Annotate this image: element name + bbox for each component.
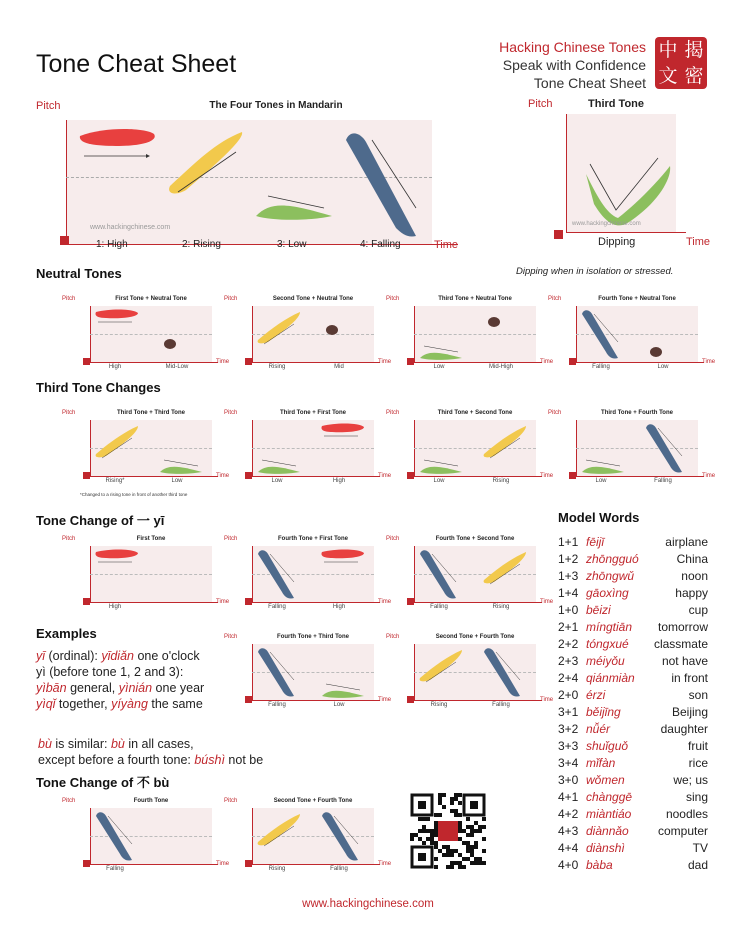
- mini-header: Fourth Tone + Neutral Tone: [598, 296, 676, 302]
- mini-pitch-label: Pitch: [224, 410, 238, 416]
- mini-time-label: Time: [540, 473, 554, 479]
- mini-time-label: Time: [540, 599, 554, 605]
- main-tone-shapes: [66, 120, 432, 244]
- mini-x-axis: [414, 700, 542, 701]
- mini-header: Second Tone + Fourth Tone: [273, 798, 353, 804]
- tone-4-label: 4: Falling: [360, 239, 401, 250]
- model-word-pinyin: érzi: [586, 688, 606, 702]
- mini-x-axis: [90, 476, 218, 477]
- model-word-combo: 2+0: [558, 688, 579, 702]
- model-word-english: classmate: [653, 637, 708, 651]
- model-word-pinyin: bēizi: [586, 603, 611, 617]
- mini-x-axis: [576, 362, 704, 363]
- brand-line-1: Hacking Chinese Tones: [499, 39, 646, 55]
- stamp-icon: [245, 472, 252, 479]
- model-word-combo: 1+0: [558, 603, 579, 617]
- model-word-english: son: [688, 688, 708, 702]
- stamp-icon: [569, 472, 576, 479]
- mini-time-label: Time: [378, 473, 392, 479]
- third-dipping-label: Dipping: [598, 236, 636, 248]
- model-word-row: [558, 857, 708, 874]
- model-word-english: airplane: [665, 535, 708, 549]
- stamp-icon: [83, 358, 90, 365]
- mini-pitch-label: Pitch: [224, 296, 238, 302]
- mini-tone-chart: [548, 296, 716, 378]
- ex-pinyin: yìbān: [36, 681, 67, 695]
- main-pitch-label: Pitch: [36, 100, 61, 112]
- model-word-row: [558, 670, 708, 687]
- dipping-note: Dipping when in isolation or stressed.: [516, 266, 674, 277]
- mini-pitch-label: Pitch: [62, 536, 76, 542]
- watermark: www.hackingchinese.com: [572, 221, 641, 227]
- model-word-combo: 4+3: [558, 824, 579, 838]
- bu-heading: Tone Change of 不 bù: [36, 775, 170, 790]
- mini-header: Fourth Tone + First Tone: [278, 536, 348, 542]
- mini-tone-chart: [62, 296, 230, 378]
- model-word-combo: 2+3: [558, 654, 579, 668]
- mini-header: Third Tone + Fourth Tone: [601, 410, 673, 416]
- mini-tone-chart: [548, 410, 716, 492]
- model-word-row: [558, 772, 708, 789]
- model-word-pinyin: wǒmen: [586, 773, 625, 787]
- model-word-row: [558, 823, 708, 840]
- model-word-pinyin: mǐfàn: [586, 756, 616, 770]
- model-word-english: in front: [671, 671, 708, 685]
- mini-tone-shapes: [90, 546, 212, 602]
- stamp-icon: [407, 598, 414, 605]
- third-changes-heading: Third Tone Changes: [36, 380, 161, 395]
- mini-pitch-label: Pitch: [62, 410, 76, 416]
- mini-time-label: Time: [540, 697, 554, 703]
- examples-text: [36, 648, 236, 712]
- mini-pitch-label: Pitch: [224, 536, 238, 542]
- bu-text: [38, 736, 318, 768]
- model-word-row: [558, 602, 708, 619]
- brand-logo: [655, 37, 707, 89]
- mini-header: Fourth Tone + Second Tone: [435, 536, 515, 542]
- ex-pinyin: yíyàng: [111, 697, 148, 711]
- model-word-english: TV: [692, 841, 708, 855]
- logo-char: 密: [684, 65, 704, 87]
- mini-tone-shapes: [414, 546, 536, 602]
- model-word-english: rice: [688, 756, 708, 770]
- model-word-pinyin: méiyǒu: [586, 654, 625, 668]
- mini-tone-label-a: Falling: [430, 604, 448, 610]
- tone-1-label: 1: High: [96, 239, 128, 250]
- stamp-icon: [83, 860, 90, 867]
- brand-line-2: Speak with Confidence: [502, 57, 646, 73]
- third-tone-shape: [566, 114, 676, 232]
- mini-header: Third Tone + Neutral Tone: [438, 296, 512, 302]
- model-word-row: [558, 738, 708, 755]
- model-word-row: [558, 534, 708, 551]
- third-footnote: *Changed to a rising tone in front of another third tone: [80, 492, 188, 497]
- mini-pitch-label: Pitch: [386, 536, 400, 542]
- mini-tone-label-b: Mid-Low: [165, 364, 189, 370]
- mini-tone-label-b: High: [332, 478, 346, 484]
- model-word-english: fruit: [687, 739, 708, 753]
- mini-pitch-label: Pitch: [386, 296, 400, 302]
- model-word-english: computer: [657, 824, 708, 838]
- mini-header: Fourth Tone: [133, 798, 169, 804]
- ex-text: yì (before tone 1, 2 and 3):: [36, 665, 184, 679]
- stamp-icon: [83, 472, 90, 479]
- model-word-pinyin: zhōngguó: [586, 552, 639, 566]
- model-word-combo: 1+2: [558, 552, 579, 566]
- model-word-combo: 1+1: [558, 535, 579, 549]
- mini-tone-label-b: Low: [333, 702, 345, 708]
- mini-pitch-label: Pitch: [62, 798, 76, 804]
- mini-tone-shapes: [90, 306, 212, 362]
- mini-time-label: Time: [702, 473, 716, 479]
- mini-tone-label-a: Falling: [592, 364, 610, 370]
- mini-time-label: Time: [378, 697, 392, 703]
- stamp-icon: [554, 230, 563, 239]
- model-word-combo: 3+0: [558, 773, 579, 787]
- mini-tone-shapes: [414, 420, 536, 476]
- mini-tone-shapes: [252, 808, 374, 864]
- mini-tone-label-a: Rising: [268, 364, 286, 370]
- main-tone-chart: [36, 100, 466, 256]
- mini-time-label: Time: [216, 359, 230, 365]
- mini-header: Third Tone + Second Tone: [437, 410, 513, 416]
- model-word-english: cup: [688, 603, 708, 617]
- mini-pitch-label: Pitch: [548, 410, 562, 416]
- mini-tone-chart: [224, 410, 392, 492]
- examples-heading: Examples: [36, 626, 97, 641]
- model-word-english: sing: [685, 790, 708, 804]
- model-word-row: [558, 585, 708, 602]
- ex-text: in all cases,: [124, 737, 194, 751]
- ex-pinyin: bù: [38, 737, 52, 751]
- model-word-row: [558, 619, 708, 636]
- model-word-combo: 4+2: [558, 807, 579, 821]
- neutral-heading: Neutral Tones: [36, 266, 122, 281]
- mini-tone-chart: [62, 410, 230, 492]
- mini-tone-chart: [62, 798, 230, 880]
- model-word-english: happy: [675, 586, 708, 600]
- mini-tone-label-a: Falling: [268, 604, 286, 610]
- model-word-combo: 4+0: [558, 858, 579, 872]
- mini-tone-shapes: [252, 306, 374, 362]
- mini-tone-chart: [224, 634, 392, 716]
- mini-tone-label-b: Mid: [334, 364, 344, 370]
- watermark: www.hackingchinese.com: [90, 224, 171, 231]
- brand-block: [499, 38, 646, 92]
- mini-x-axis: [252, 602, 380, 603]
- mini-header: Second Tone + Neutral Tone: [272, 296, 354, 302]
- model-word-english: noodles: [665, 807, 708, 821]
- mini-tone-chart: [386, 634, 554, 716]
- mini-tone-label-a: Low: [595, 478, 607, 484]
- model-word-english: not have: [661, 654, 708, 668]
- ex-text: (ordinal):: [45, 649, 102, 663]
- mini-pitch-label: Pitch: [386, 410, 400, 416]
- model-word-pinyin: miàntiáo: [586, 807, 632, 821]
- tone-2-label: 2: Rising: [182, 239, 221, 250]
- model-word-combo: 2+2: [558, 637, 579, 651]
- mini-header: Third Tone + First Tone: [280, 410, 346, 416]
- main-chart-title: The Four Tones in Mandarin: [209, 100, 343, 111]
- model-word-row: [558, 704, 708, 721]
- mini-tone-shapes: [252, 420, 374, 476]
- model-word-english: China: [676, 552, 708, 566]
- mini-tone-chart: [386, 536, 554, 618]
- mini-x-axis: [414, 362, 542, 363]
- mini-x-axis: [252, 700, 380, 701]
- model-word-pinyin: gāoxìng: [586, 586, 629, 600]
- model-word-row: [558, 653, 708, 670]
- mini-header: Fourth Tone + Third Tone: [277, 634, 349, 640]
- mini-pitch-label: Pitch: [386, 634, 400, 640]
- mini-time-label: Time: [378, 861, 392, 867]
- stamp-icon: [407, 696, 414, 703]
- mini-x-axis: [90, 362, 218, 363]
- model-word-pinyin: chànggē: [586, 790, 633, 804]
- ex-text: not be: [224, 753, 264, 767]
- model-word-english: dad: [687, 858, 708, 872]
- ex-pinyin: yīdiǎn: [101, 649, 134, 663]
- mini-tone-label-b: Low: [657, 364, 669, 370]
- stamp-icon: [245, 358, 252, 365]
- model-word-english: tomorrow: [657, 620, 708, 634]
- model-word-combo: 2+1: [558, 620, 579, 634]
- ex-pinyin: bù: [110, 737, 125, 751]
- model-word-row: [558, 755, 708, 772]
- mini-time-label: Time: [216, 861, 230, 867]
- model-word-pinyin: míngtiān: [586, 620, 633, 634]
- third-pitch-label: Pitch: [528, 98, 553, 110]
- mini-tone-shapes: [90, 808, 212, 864]
- third-x-axis: [566, 232, 686, 233]
- model-word-row: [558, 568, 708, 585]
- mini-time-label: Time: [216, 599, 230, 605]
- tone-3-label: 3: Low: [277, 239, 307, 250]
- mini-time-label: Time: [378, 359, 392, 365]
- mini-header: First Tone: [136, 536, 166, 542]
- model-word-pinyin: diànshì: [586, 841, 625, 855]
- model-word-english: Beijing: [671, 705, 708, 719]
- mini-time-label: Time: [540, 359, 554, 365]
- mini-tone-shapes: [414, 644, 536, 700]
- mini-tone-label-b: Falling: [330, 866, 348, 872]
- ex-pinyin: yìnián: [118, 681, 153, 695]
- model-word-english: noon: [681, 569, 708, 583]
- model-word-row: [558, 721, 708, 738]
- model-word-combo: 1+4: [558, 586, 579, 600]
- footer-link[interactable]: www.hackingchinese.com: [302, 898, 434, 910]
- mini-header: Third Tone + Third Tone: [117, 410, 185, 416]
- page-title: Tone Cheat Sheet: [36, 50, 237, 78]
- mini-tone-label-b: Mid-High: [488, 364, 513, 370]
- mini-tone-label-a: Rising: [268, 866, 286, 872]
- mini-tone-chart: [224, 536, 392, 618]
- ex-text: together,: [55, 697, 112, 711]
- model-word-row: [558, 806, 708, 823]
- mini-header: Second Tone + Fourth Tone: [435, 634, 515, 640]
- model-word-english: daughter: [660, 722, 708, 736]
- ex-text: is similar:: [51, 737, 111, 751]
- mini-tone-chart: [224, 296, 392, 378]
- mini-pitch-label: Pitch: [224, 798, 238, 804]
- mini-pitch-label: Pitch: [548, 296, 562, 302]
- model-word-pinyin: diànnǎo: [586, 824, 629, 838]
- model-word-combo: 3+3: [558, 739, 579, 753]
- ex-text: except before a fourth tone:: [38, 753, 195, 767]
- mini-time-label: Time: [216, 473, 230, 479]
- model-word-pinyin: qiánmiàn: [586, 671, 635, 685]
- mini-tone-shapes: [252, 644, 374, 700]
- mini-tone-label-b: Rising: [492, 478, 510, 484]
- ex-pinyin: yìqǐ: [36, 697, 56, 711]
- ex-pinyin: yī: [36, 649, 46, 663]
- ex-text: one year: [152, 681, 205, 695]
- mini-tone-chart: [62, 536, 230, 618]
- mini-tone-label-a: Low: [433, 364, 445, 370]
- model-word-pinyin: shuǐguǒ: [586, 739, 629, 753]
- mini-time-label: Time: [378, 599, 392, 605]
- stamp-icon: [245, 696, 252, 703]
- model-word-pinyin: běijīng: [586, 705, 621, 719]
- model-word-combo: 4+1: [558, 790, 579, 804]
- logo-char: 文: [658, 65, 678, 87]
- stamp-icon: [83, 598, 90, 605]
- mini-x-axis: [252, 476, 380, 477]
- model-words-list: [558, 534, 708, 874]
- ex-text: one o'clock: [133, 649, 200, 663]
- mini-x-axis: [252, 864, 380, 865]
- mini-x-axis: [414, 602, 542, 603]
- mini-tone-label-b: Rising: [492, 604, 510, 610]
- mini-x-axis: [90, 602, 218, 603]
- model-word-row: [558, 687, 708, 704]
- mini-tone-label-a: Falling: [106, 866, 124, 872]
- model-word-pinyin: fēijī: [586, 535, 605, 549]
- mini-tone-label-b: Low: [171, 478, 183, 484]
- model-word-combo: 3+1: [558, 705, 579, 719]
- mini-tone-label-b: Falling: [654, 478, 672, 484]
- model-word-combo: 1+3: [558, 569, 579, 583]
- mini-tone-chart: [386, 296, 554, 378]
- mini-x-axis: [576, 476, 704, 477]
- mini-x-axis: [90, 864, 218, 865]
- model-word-combo: 3+4: [558, 756, 579, 770]
- model-word-pinyin: nǚér: [586, 722, 611, 736]
- mini-x-axis: [414, 476, 542, 477]
- logo-char: 揭: [684, 39, 704, 61]
- model-word-row: [558, 789, 708, 806]
- mini-tone-label-a: Low: [271, 478, 283, 484]
- mini-tone-label-a: High: [108, 604, 122, 610]
- mini-tone-label-a: Low: [433, 478, 445, 484]
- mini-tone-shapes: [576, 420, 698, 476]
- model-word-pinyin: bàba: [586, 858, 613, 872]
- mini-tone-label-b: Falling: [492, 702, 510, 708]
- ex-text: the same: [147, 697, 203, 711]
- mini-x-axis: [252, 362, 380, 363]
- third-time-label: Time: [686, 236, 711, 248]
- mini-header: First Tone + Neutral Tone: [115, 296, 187, 302]
- mini-tone-label-b: High: [332, 604, 346, 610]
- mini-tone-label-a: Falling: [268, 702, 286, 708]
- ex-pinyin: búshì: [194, 753, 225, 767]
- model-word-row: [558, 840, 708, 857]
- mini-tone-shapes: [252, 546, 374, 602]
- third-chart-title: Third Tone: [588, 98, 645, 110]
- brand-line-3: Tone Cheat Sheet: [533, 75, 646, 91]
- mini-tone-shapes: [414, 306, 536, 362]
- mini-tone-label-a: High: [108, 364, 122, 370]
- stamp-icon: [407, 472, 414, 479]
- mini-pitch-label: Pitch: [62, 296, 76, 302]
- mini-time-label: Time: [702, 359, 716, 365]
- stamp-icon: [245, 598, 252, 605]
- mini-tone-chart: [224, 798, 392, 880]
- mini-tone-label-a: Rising: [430, 702, 448, 708]
- model-words-heading: Model Words: [558, 510, 640, 525]
- stamp-icon: [407, 358, 414, 365]
- model-word-pinyin: tóngxué: [586, 637, 629, 651]
- qr-code-icon: [410, 793, 486, 869]
- ex-text: general,: [66, 681, 119, 695]
- stamp-icon: [569, 358, 576, 365]
- main-time-label: Time: [434, 239, 459, 251]
- model-word-row: [558, 636, 708, 653]
- mini-tone-chart: [386, 410, 554, 492]
- model-word-english: we; us: [673, 773, 708, 787]
- mini-pitch-label: Pitch: [224, 634, 238, 640]
- yi-heading: Tone Change of 一 yī: [36, 513, 165, 528]
- model-word-combo: 2+4: [558, 671, 579, 685]
- mini-tone-shapes: [576, 306, 698, 362]
- mini-tone-shapes: [90, 420, 212, 476]
- mini-tone-label-a: Rising*: [105, 478, 125, 484]
- logo-char: 中: [658, 39, 678, 61]
- model-word-combo: 4+4: [558, 841, 579, 855]
- third-tone-chart: [528, 98, 718, 254]
- stamp-icon: [245, 860, 252, 867]
- model-word-combo: 3+2: [558, 722, 579, 736]
- model-word-row: [558, 551, 708, 568]
- model-word-pinyin: zhōngwǔ: [586, 569, 635, 583]
